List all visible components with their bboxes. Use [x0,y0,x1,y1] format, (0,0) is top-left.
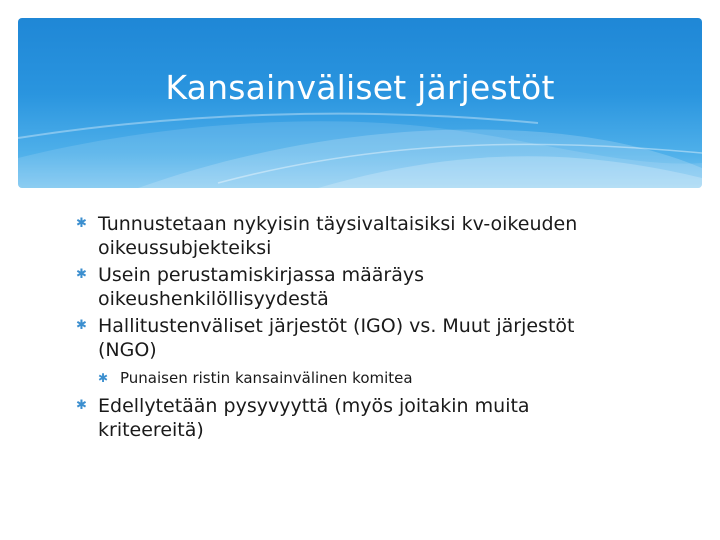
bullet-text: Usein perustamiskirjassa määräys oikeushenkilöllisyydestä [98,264,425,310]
asterisk-bullet-icon: ✱ [76,267,87,282]
asterisk-bullet-icon: ✱ [76,398,87,413]
title-banner [18,18,702,188]
bullet-item [76,212,636,260]
bullet-item [76,314,636,388]
bullet-text: Hallitustenväliset järjestöt (IGO) vs. Muut järjestöt (NGO) [98,315,575,361]
bullet-item [76,263,636,311]
sub-bullet-item [98,368,636,388]
sub-bullet-text: Punaisen ristin kansainvälinen komitea [120,369,413,387]
bullet-list [76,212,636,442]
bullet-item [76,394,636,442]
slide-content [76,212,636,445]
slide-title: Kansainväliset järjestöt [165,68,555,107]
sub-bullet-list [98,368,636,388]
bullet-text: Tunnustetaan nykyisin täysivaltaisiksi kv-oikeuden oikeussubjekteiksi [98,213,578,259]
bullet-text: Edellytetään pysyvyyttä (myös joitakin muita kriteereitä) [98,395,530,441]
asterisk-bullet-icon: ✱ [98,371,109,385]
asterisk-bullet-icon: ✱ [76,216,87,231]
asterisk-bullet-icon: ✱ [76,318,87,333]
